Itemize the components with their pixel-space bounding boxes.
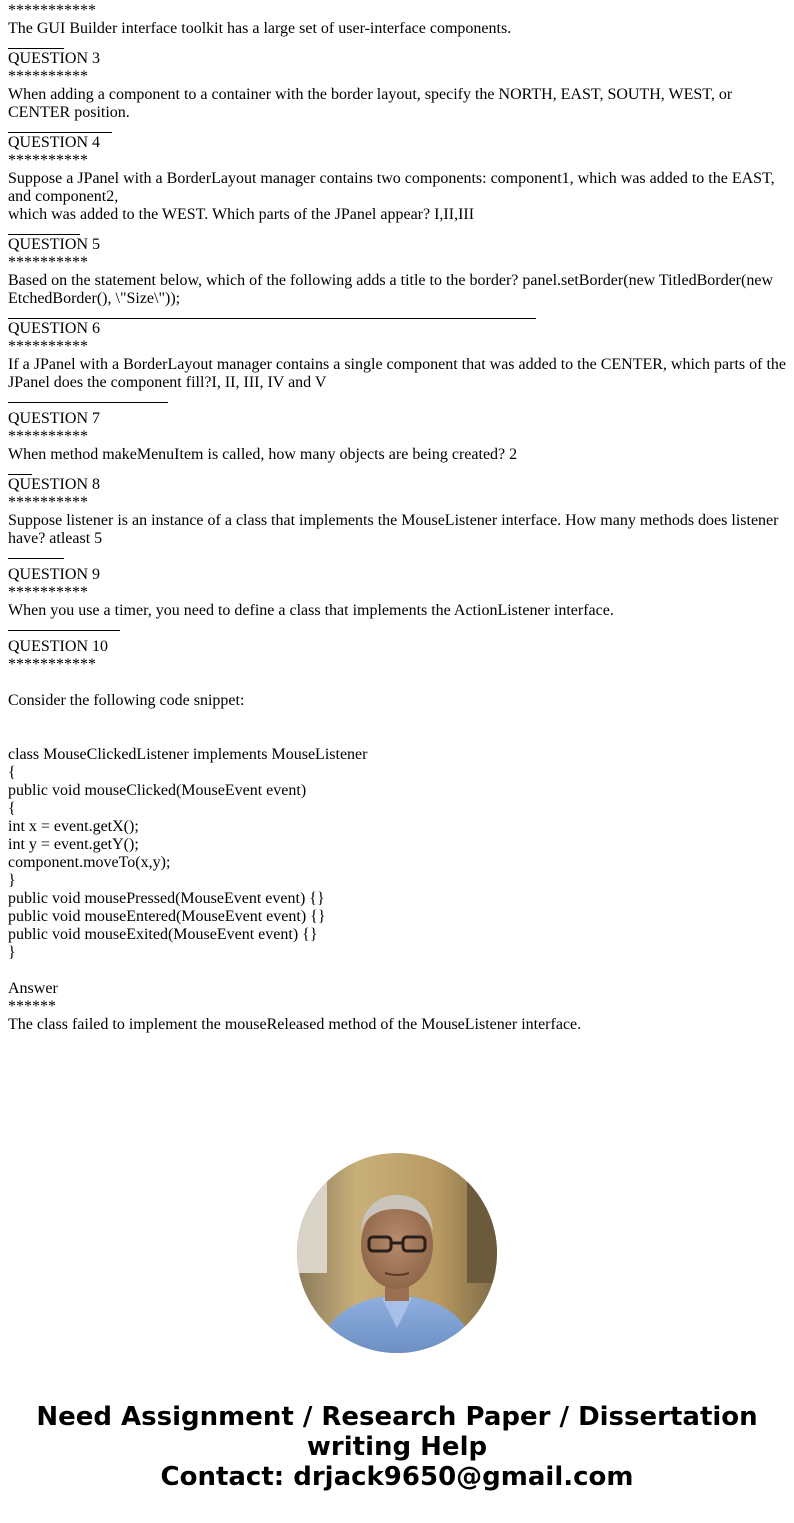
q6-title: QUESTION 6: [8, 320, 100, 337]
q8-text: Suppose listener is an instance of a class that implements the MouseListener interface. How many methods does listener have? atleast 5: [8, 512, 783, 547]
promo-banner: [0, 1402, 794, 1492]
q4-title: QUESTION 4: [8, 134, 100, 151]
divider: [8, 234, 80, 235]
answer-label: Answer: [8, 980, 58, 997]
q3-stars: **********: [8, 68, 88, 85]
q5-text: Based on the statement below, which of the following adds a title to the border? panel.setBorder(new TitledBorder(new EtchedBorder(), \"Size\"));: [8, 272, 777, 307]
divider: [8, 474, 32, 475]
q10-answer: The class failed to implement the mouseReleased method of the MouseListener interface.: [8, 1016, 582, 1033]
code-snippet: [8, 746, 788, 962]
code-line: component.moveTo(x,y);: [8, 854, 171, 871]
q8-stars: **********: [8, 494, 88, 511]
divider: [8, 318, 536, 319]
divider: [8, 402, 168, 403]
q2-answer: The GUI Builder interface toolkit has a large set of user-interface components.: [8, 20, 512, 37]
divider: [8, 132, 112, 133]
avatar: [297, 1153, 497, 1353]
q7-text: When method makeMenuItem is called, how many objects are being created? 2: [8, 446, 518, 463]
code-line: public void mouseEntered(MouseEvent event) {}: [8, 908, 326, 925]
code-line: int y = event.getY();: [8, 836, 139, 853]
code-line: int x = event.getX();: [8, 818, 139, 835]
code-line: {: [8, 764, 16, 781]
code-line: public void mouseClicked(MouseEvent event): [8, 782, 307, 799]
q4-text-2: which was added to the WEST. Which parts of the JPanel appear? I,II,III: [8, 206, 475, 223]
q10-stars: ***********: [8, 656, 96, 673]
q10-intro: Consider the following code snippet:: [8, 692, 245, 709]
q7-title: QUESTION 7: [8, 410, 100, 427]
code-line: public void mousePressed(MouseEvent event) {}: [8, 890, 325, 907]
divider: [8, 630, 120, 631]
promo-line-1: Need Assignment / Research Paper / Dissertation: [36, 1402, 758, 1432]
q2-stars: ***********: [8, 2, 96, 19]
divider: [8, 558, 64, 559]
q8-title: QUESTION 8: [8, 476, 100, 493]
q9-stars: **********: [8, 584, 88, 601]
document-body: [8, 2, 791, 1034]
code-line: }: [8, 872, 16, 889]
code-line: }: [8, 944, 16, 961]
answer-stars: ******: [8, 998, 56, 1015]
code-line: public void mouseExited(MouseEvent event) {}: [8, 926, 318, 943]
q3-text: When adding a component to a container with the border layout, specify the NORTH, EAST, SOUTH, WEST, or CENTER position.: [8, 86, 737, 121]
q10-title: QUESTION 10: [8, 638, 108, 655]
q5-stars: **********: [8, 254, 88, 271]
q9-title: QUESTION 9: [8, 566, 100, 583]
q4-stars: **********: [8, 152, 88, 169]
q3-title: QUESTION 3: [8, 50, 100, 67]
author-photo: [297, 1153, 497, 1353]
q9-text: When you use a timer, you need to define a class that implements the ActionListener interface.: [8, 602, 614, 619]
code-line: {: [8, 800, 16, 817]
q4-text-1: Suppose a JPanel with a BorderLayout manager contains two components: component1, which was added to the EAST, and component2,: [8, 170, 779, 205]
promo-contact: Contact: drjack9650@gmail.com: [160, 1462, 634, 1492]
divider: [8, 48, 64, 49]
q7-stars: **********: [8, 428, 88, 445]
code-line: class MouseClickedListener implements MouseListener: [8, 746, 368, 763]
q6-stars: **********: [8, 338, 88, 355]
q6-text: If a JPanel with a BorderLayout manager contains a single component that was added to the CENTER, which parts of the JPanel does the component fill?I, II, III, IV and V: [8, 356, 791, 391]
q5-title: QUESTION 5: [8, 236, 100, 253]
promo-line-2: writing Help: [306, 1432, 488, 1462]
